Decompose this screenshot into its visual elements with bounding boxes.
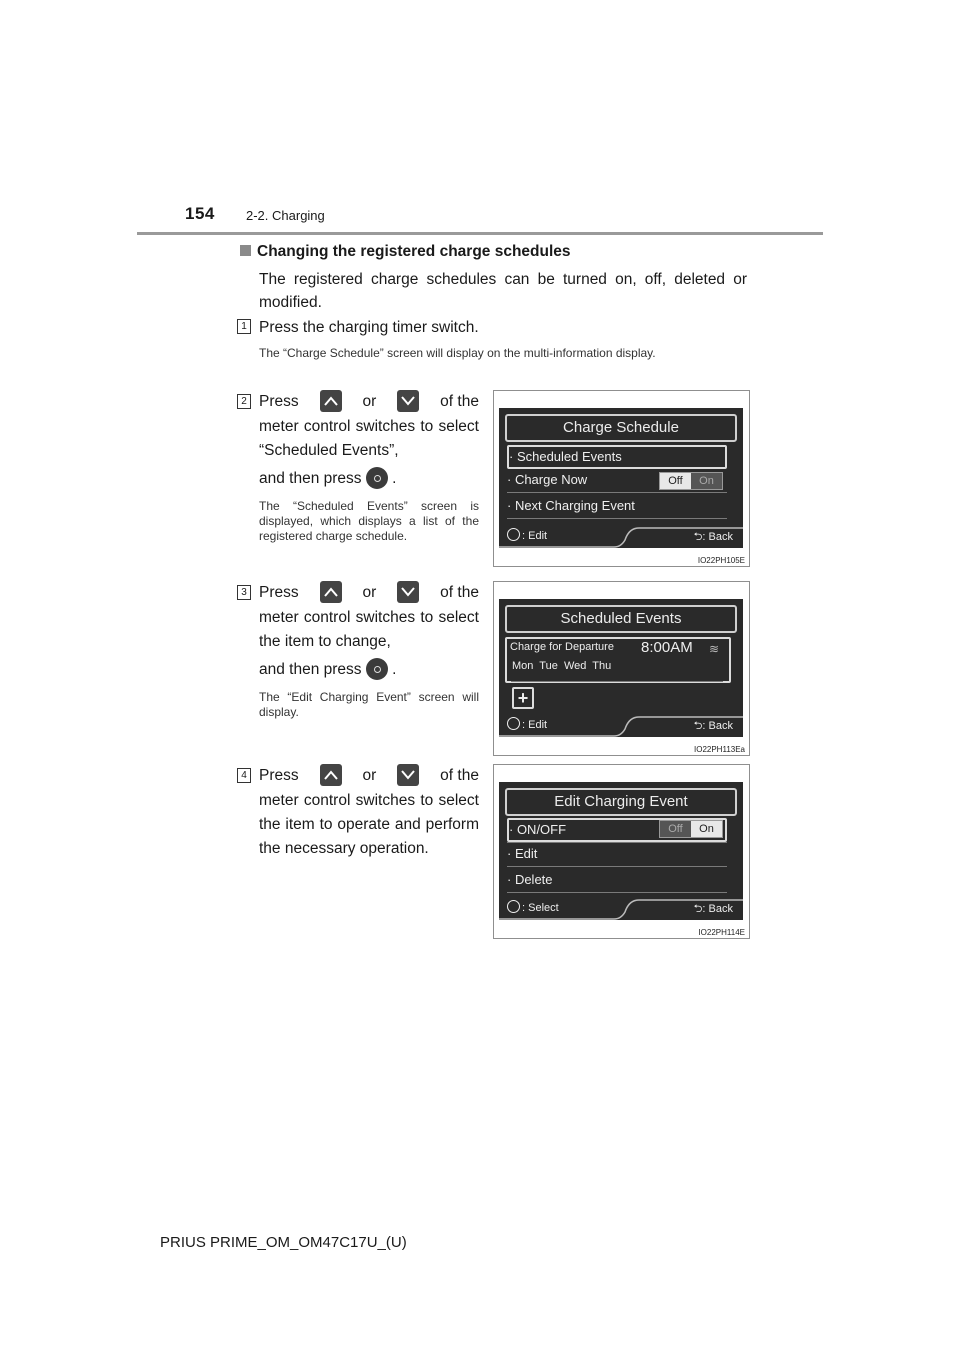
screen-footer — [499, 711, 743, 737]
ok-button-icon — [366, 467, 388, 489]
event-card[interactable] — [505, 637, 731, 683]
event-name: Charge for Departure — [510, 641, 614, 653]
step-4-block — [259, 764, 479, 861]
edit-hint: : Edit — [507, 717, 547, 731]
header-rule — [137, 232, 823, 235]
step-number-1: 1 — [237, 319, 251, 334]
step-3-body: meter control switches to select the item to change, — [259, 609, 479, 650]
event-time: 8:00AM — [641, 639, 693, 656]
ok-button-icon — [366, 658, 388, 680]
heading-square-icon — [240, 245, 251, 256]
list-separator — [511, 681, 723, 682]
step-2-tail: and then press . — [259, 467, 479, 491]
step-number-4: 4 — [237, 768, 251, 783]
step-4-line1: Press or of the — [259, 764, 479, 788]
screen-footer — [499, 522, 743, 548]
charge-schedule-screen — [499, 408, 743, 548]
screen-title: Edit Charging Event — [505, 788, 737, 816]
up-arrow-switch-icon — [320, 390, 342, 412]
back-arrow-icon: ⮌ — [693, 531, 703, 543]
intro-text: The registered charge schedules can be turned on, off, deleted or modified. — [259, 271, 747, 311]
step-3-note: The “Edit Charging Event” screen will display. — [259, 690, 479, 719]
back-arrow-icon: ⮌ — [693, 903, 703, 915]
dial-icon — [507, 528, 520, 541]
down-arrow-switch-icon — [397, 581, 419, 603]
step-4-body: meter control switches to select the item to operate and perform the necessary operation. — [259, 792, 479, 857]
menu-item-delete[interactable]: · Delete — [507, 872, 553, 887]
figure-id: IO22PH105E — [697, 556, 745, 565]
edit-charging-event-screen — [499, 782, 743, 920]
menu-item-charge-now[interactable]: · Charge Now — [507, 472, 588, 487]
scheduled-events-screen — [499, 599, 743, 737]
menu-separator — [507, 842, 727, 843]
step-3-tail: and then press . — [259, 658, 479, 682]
dial-icon — [507, 900, 520, 913]
back-arrow-icon: ⮌ — [693, 720, 703, 732]
step-3-block — [259, 581, 479, 720]
section-heading: Changing the registered charge schedules — [240, 243, 571, 261]
down-arrow-switch-icon — [397, 764, 419, 786]
back-hint: ⮌: Back — [693, 903, 733, 915]
up-arrow-switch-icon — [320, 581, 342, 603]
up-arrow-switch-icon — [320, 764, 342, 786]
section-title: 2-2. Charging — [246, 208, 325, 223]
add-event-button[interactable]: + — [512, 687, 534, 709]
charging-plug-icon: ≋ — [709, 642, 720, 656]
menu-item-edit[interactable]: · Edit — [507, 846, 538, 861]
figure-scheduled-events — [493, 581, 750, 756]
figure-id: IO22PH114E — [698, 928, 745, 937]
select-hint: : Select — [507, 900, 559, 914]
down-arrow-switch-icon — [397, 390, 419, 412]
step-2-note: The “Scheduled Events” screen is displayed, which displays a list of the registered charge schedule. — [259, 499, 479, 543]
step-number-2: 2 — [237, 394, 251, 409]
screen-title: Charge Schedule — [505, 414, 737, 442]
step-2-block — [259, 390, 479, 544]
on-off-toggle[interactable]: Off On — [659, 820, 723, 838]
step-2-body: meter control switches to select “Scheduled Events”, — [259, 418, 479, 459]
menu-separator — [507, 866, 727, 867]
menu-item-on-off[interactable]: · ON/OFF — [507, 818, 727, 842]
screen-title: Scheduled Events — [505, 605, 737, 633]
step-number-3: 3 — [237, 585, 251, 600]
event-days: Mon Tue Wed Thu — [512, 660, 612, 672]
page-number: 154 — [185, 204, 215, 223]
figure-charge-schedule — [493, 390, 750, 567]
charge-now-toggle[interactable]: Off On — [659, 472, 723, 490]
step-1-text: Press the charging timer switch. — [259, 319, 479, 336]
back-hint: ⮌: Back — [693, 720, 733, 732]
screen-footer — [499, 894, 743, 920]
figure-id: IO22PH113Ea — [694, 745, 745, 754]
figure-edit-charging-event — [493, 764, 750, 939]
menu-item-scheduled-events[interactable]: · Scheduled Events — [507, 445, 727, 469]
dial-icon — [507, 717, 520, 730]
menu-item-next-charging-event[interactable]: · Next Charging Event — [507, 498, 635, 513]
step-2-line1: Press or of the — [259, 390, 479, 414]
document-footer: PRIUS PRIME_OM_OM47C17U_(U) — [160, 1234, 407, 1251]
step-3-line1: Press or of the — [259, 581, 479, 605]
back-hint: ⮌: Back — [693, 531, 733, 543]
step-1-note: The “Charge Schedule” screen will display on the multi-information display. — [259, 346, 656, 360]
menu-separator — [507, 518, 727, 519]
edit-hint: : Edit — [507, 528, 547, 542]
menu-separator — [507, 492, 727, 493]
